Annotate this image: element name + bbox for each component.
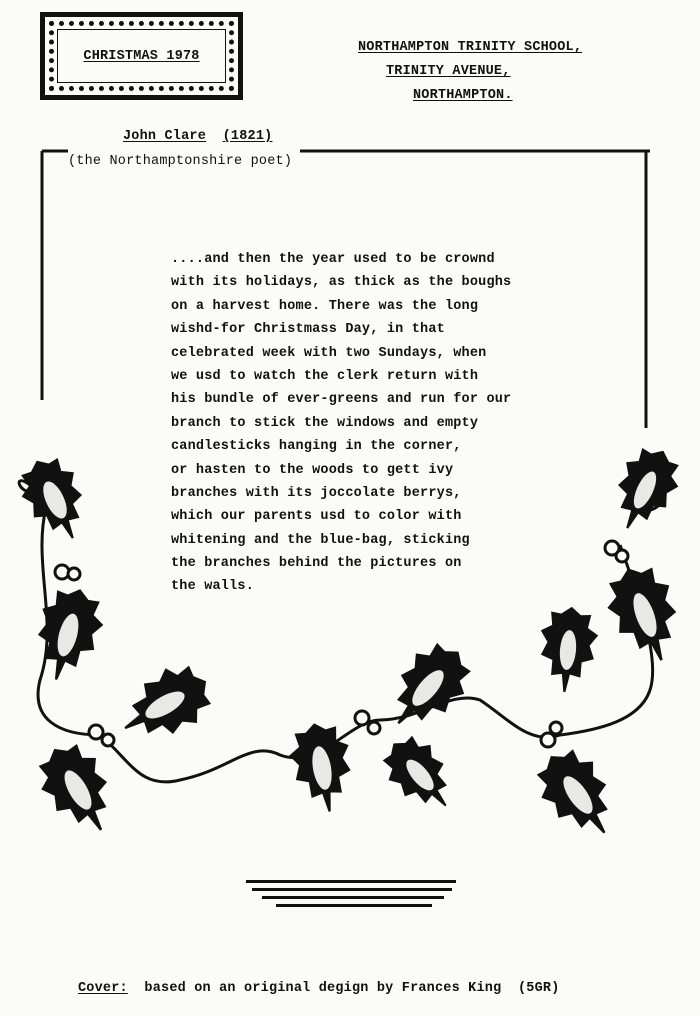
cover-label: Cover: xyxy=(78,981,128,996)
passage-line: whitening and the blue-bag, sticking xyxy=(171,532,470,548)
passage-line: which our parents usd to color with xyxy=(171,509,462,525)
decorative-rule xyxy=(252,888,452,891)
passage-line: or hasten to the woods to gett ivy xyxy=(171,462,454,478)
passage-line: the branches behind the pictures on xyxy=(171,556,462,572)
cover-form: (5GR) xyxy=(518,981,560,996)
decorative-rule xyxy=(246,880,456,883)
passage-line: ....and then the year used to be crownd xyxy=(171,252,495,267)
passage-line: the walls. xyxy=(171,579,255,595)
address-line-3: NORTHAMPTON. xyxy=(413,88,513,103)
cover-credit-text: based on an original degign by Frances King xyxy=(144,981,502,996)
poet-subtitle: (the Northamptonshire poet) xyxy=(68,154,293,169)
passage-line: with its holidays, as thick as the boughs xyxy=(171,275,512,291)
decorative-rule xyxy=(276,904,432,907)
address-line-2: TRINITY AVENUE, xyxy=(386,64,511,79)
stamp-label: CHRISTMAS 1978 xyxy=(83,48,200,64)
passage-line: branches with its joccolate berrys, xyxy=(171,485,462,501)
passage-line: his bundle of ever-greens and run for our xyxy=(171,392,512,408)
passage-line: on a harvest home. There was the long xyxy=(171,298,479,314)
poet-year: (1821) xyxy=(222,129,273,144)
passage-line: celebrated week with two Sundays, when xyxy=(171,345,487,361)
cover-credit xyxy=(78,981,560,996)
poet-name: John Clare xyxy=(123,129,207,144)
passage-line: branch to stick the windows and empty xyxy=(171,415,479,431)
passage-line: wishd-for Christmass Day, in that xyxy=(171,322,445,338)
address-line-1: NORTHAMPTON TRINITY SCHOOL, xyxy=(358,40,583,55)
holly-leaf-group xyxy=(13,440,691,849)
decorative-rule xyxy=(262,896,444,899)
passage-line: we usd to watch the clerk return with xyxy=(171,368,479,384)
passage-line: candlesticks hanging in the corner, xyxy=(171,439,462,455)
